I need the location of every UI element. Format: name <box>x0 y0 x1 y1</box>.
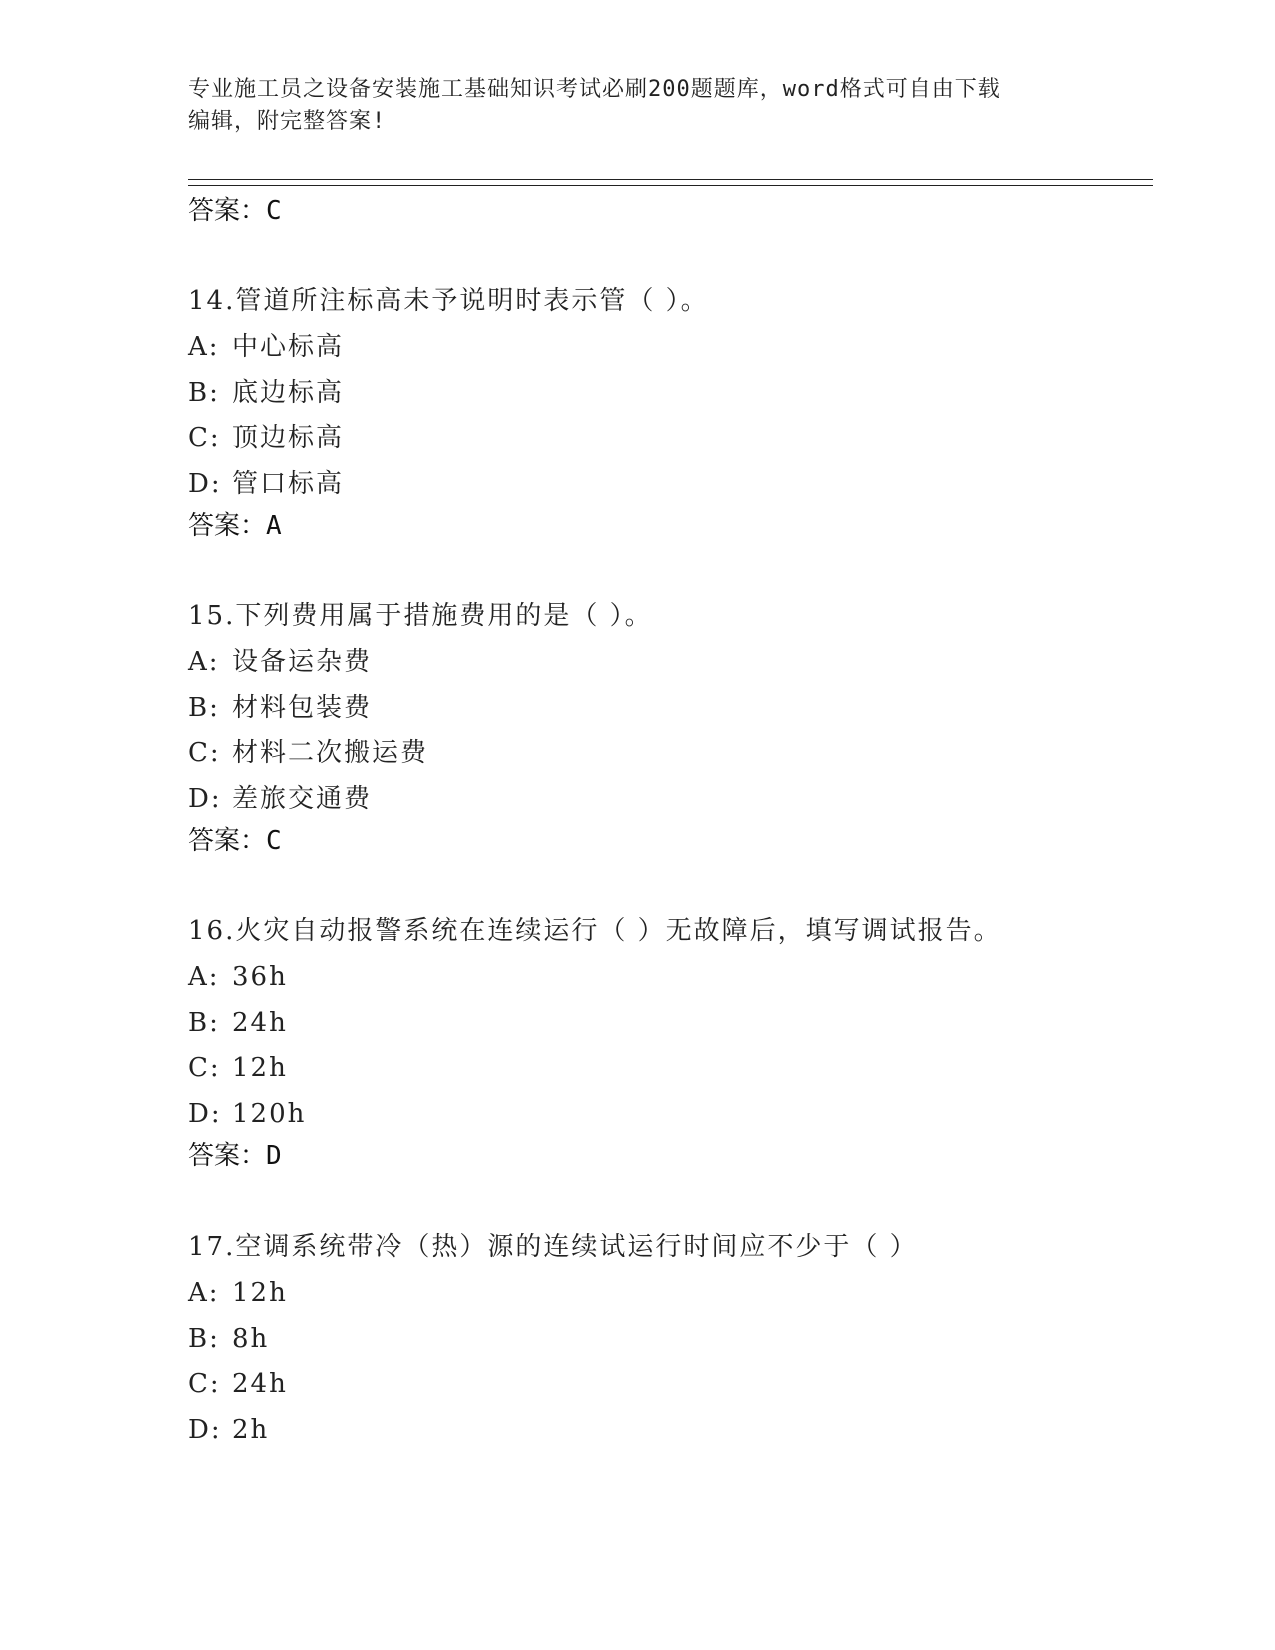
option-b <box>188 691 1168 737</box>
option-letter: A: <box>188 1278 220 1308</box>
option-letter: D: <box>188 468 222 499</box>
option-letter: B: <box>188 692 220 723</box>
option-d <box>188 782 1168 828</box>
option-b <box>188 1006 1168 1052</box>
option-letter: B: <box>188 1323 220 1354</box>
option-letter: C: <box>188 738 221 768</box>
header-divider <box>188 179 1153 186</box>
option-text: 2h <box>232 1414 270 1445</box>
option-c <box>188 736 1168 782</box>
option-a <box>188 1276 1168 1322</box>
option-letter: C: <box>188 1053 221 1083</box>
question-17 <box>188 1230 1168 1458</box>
option-c <box>188 421 1168 467</box>
option-a <box>188 960 1168 1006</box>
answer-14: 答案：A <box>188 511 282 541</box>
header-line-2: 编辑，附完整答案! <box>188 109 387 134</box>
question-title: 14.管道所注标高未予说明时表示管（ ）。 <box>188 286 709 316</box>
option-letter: A: <box>188 647 220 677</box>
option-letter: A: <box>188 962 220 992</box>
option-text: 120h <box>232 1098 307 1129</box>
option-text: 底边标高 <box>232 377 345 408</box>
question-14 <box>188 284 1168 512</box>
option-c <box>188 1367 1168 1413</box>
option-d <box>188 1413 1168 1459</box>
previous-answer: 答案：C <box>188 196 282 226</box>
option-a <box>188 330 1168 376</box>
answer-16: 答案：D <box>188 1141 282 1171</box>
option-letter: B: <box>188 377 220 408</box>
option-letter: B: <box>188 1007 220 1038</box>
option-c <box>188 1051 1168 1097</box>
option-text: 差旅交通费 <box>232 783 373 814</box>
option-text: 8h <box>232 1323 270 1354</box>
option-b <box>188 1322 1168 1368</box>
option-letter: C: <box>188 1369 221 1399</box>
option-letter: D: <box>188 1414 222 1445</box>
question-15 <box>188 599 1168 827</box>
option-d <box>188 1097 1168 1143</box>
option-letter: D: <box>188 783 222 814</box>
answer-15: 答案：C <box>188 826 282 856</box>
option-text: 材料二次搬运费 <box>232 738 429 768</box>
header-line-1: 专业施工员之设备安装施工基础知识考试必刷200题题库，word格式可自由下载 <box>188 77 1001 102</box>
option-text: 24h <box>232 1369 288 1399</box>
option-text: 材料包装费 <box>232 692 373 723</box>
option-text: 中心标高 <box>232 332 345 362</box>
option-text: 12h <box>232 1278 288 1308</box>
option-text: 管口标高 <box>232 468 345 499</box>
option-text: 12h <box>232 1053 288 1083</box>
question-title: 17.空调系统带冷（热）源的连续试运行时间应不少于（ ） <box>188 1232 918 1262</box>
option-text: 顶边标高 <box>232 423 345 453</box>
option-b <box>188 376 1168 422</box>
question-title: 16.火灾自动报警系统在连续运行（ ）无故障后，填写调试报告。 <box>188 916 1002 946</box>
option-d <box>188 467 1168 513</box>
option-text: 36h <box>232 962 288 992</box>
option-text: 设备运杂费 <box>232 647 373 677</box>
option-a <box>188 645 1168 691</box>
document-header <box>188 74 1088 138</box>
question-16 <box>188 914 1168 1142</box>
option-letter: D: <box>188 1098 222 1129</box>
option-letter: A: <box>188 332 220 362</box>
option-letter: C: <box>188 423 221 453</box>
question-title: 15.下列费用属于措施费用的是（ ）。 <box>188 601 653 631</box>
option-text: 24h <box>232 1007 288 1038</box>
